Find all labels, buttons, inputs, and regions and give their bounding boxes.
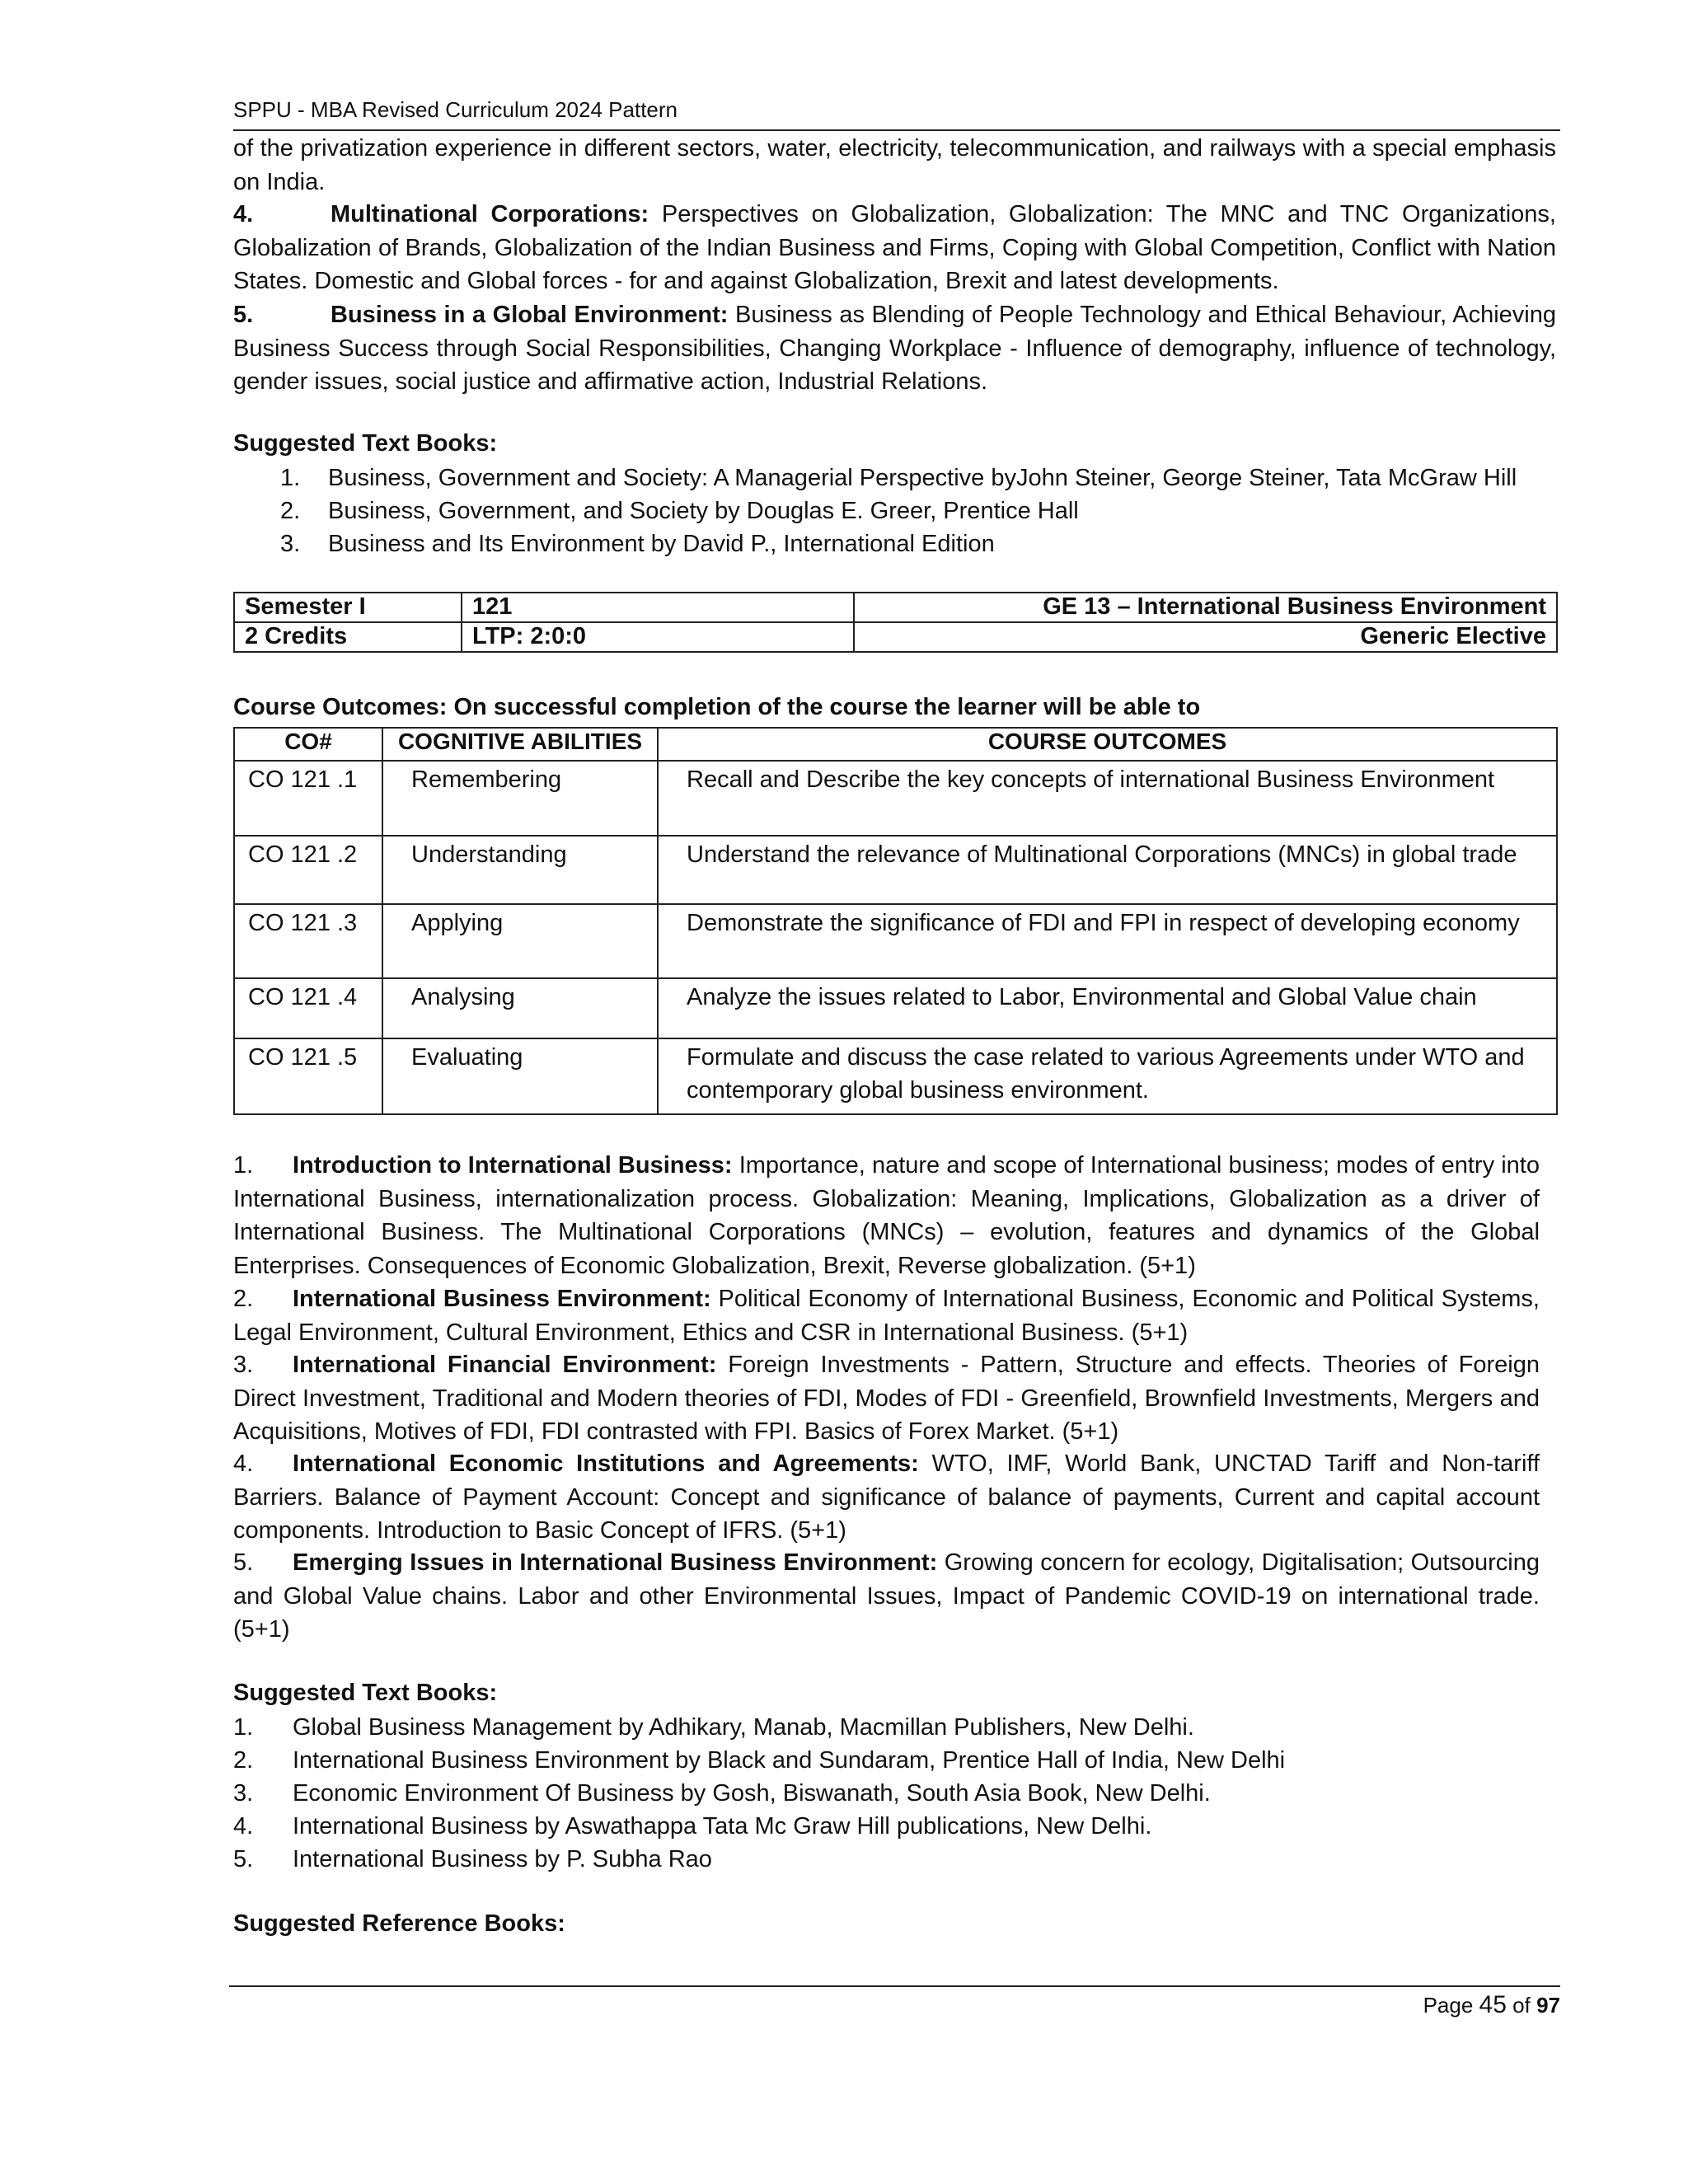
unit-3-paragraph	[233, 1348, 1540, 1449]
table-row	[234, 1038, 1557, 1114]
course-outcomes-heading: Course Outcomes: On successful completion of the course the learner will be able to	[233, 694, 1201, 720]
module-4-paragraph	[233, 198, 1556, 298]
list-item	[280, 527, 1517, 560]
list-number: 2.	[280, 498, 301, 524]
list-number: 2.	[233, 1747, 254, 1774]
co-cell: CO 121 .4	[234, 978, 382, 1038]
text-books-list	[233, 1711, 1285, 1876]
list-text: Business, Government, and Society by Douglas E. Greer, Prentice Hall	[328, 498, 1079, 524]
unit-text: Importance, nature and scope of International business; modes of entry into International Business, internationalization process. Globalization: Meaning, Implications, Globalization as a driver of International Business. The Multinational Corporations (MNCs) – evolution, features and dynamics of the Global Enterprises. Consequences of Economic Globalization, Brexit, Reverse globalization. (5+1)	[233, 1152, 1540, 1279]
ltp-cell: LTP: 2:0:0	[462, 622, 854, 652]
table-row	[234, 761, 1557, 836]
ability-cell: Evaluating	[382, 1038, 658, 1114]
unit-title: International Financial Environment:	[293, 1352, 717, 1378]
table-row	[234, 622, 1557, 652]
header-divider	[233, 129, 1560, 131]
table-row	[234, 978, 1557, 1038]
credits-cell: 2 Credits	[234, 622, 462, 652]
list-number: 1.	[233, 1714, 254, 1741]
table-row	[234, 836, 1557, 904]
unit-5-paragraph	[233, 1546, 1540, 1647]
suggested-text-books-heading: Suggested Text Books:	[233, 1680, 498, 1706]
list-item	[233, 1810, 1285, 1843]
co-cell: CO 121 .5	[234, 1038, 382, 1114]
page-label: Page	[1423, 1993, 1474, 2018]
list-number: 3.	[233, 1780, 254, 1807]
list-text: Global Business Management by Adhikary, Manab, Macmillan Publishers, New Delhi.	[293, 1714, 1194, 1741]
unit-title: International Economic Institutions and Agreements:	[293, 1451, 919, 1477]
module-title: Business in a Global Environment:	[331, 302, 729, 328]
ability-cell: Remembering	[382, 761, 658, 836]
table-row	[234, 904, 1557, 978]
co-cell: CO 121 .3	[234, 904, 382, 978]
outcome-cell: Understand the relevance of Multinational Corporations (MNCs) in global trade	[658, 836, 1557, 904]
unit-number: 1.	[233, 1152, 254, 1179]
outcome-cell: Formulate and discuss the case related to various Agreements under WTO and contemporary global business environment.	[658, 1038, 1557, 1114]
module-text: Business as Blending of People Technology and Ethical Behaviour, Achieving Business Success through Social Responsibilities, Changing Workplace - Influence of demography, influence of technology, gender issues, social justice and affirmative action, Industrial Relations.	[233, 302, 1556, 395]
module-title: Multinational Corporations:	[331, 201, 649, 227]
continuation-text: of the privatization experience in different sectors, water, electricity, telecommunication, and railways with a special emphasis on India.	[233, 135, 1556, 195]
suggested-reference-books-heading: Suggested Reference Books:	[233, 1910, 565, 1937]
list-text: Business and Its Environment by David P., International Edition	[328, 531, 995, 557]
unit-number: 3.	[233, 1352, 254, 1378]
list-text: International Business by Aswathappa Tata Mc Graw Hill publications, New Delhi.	[293, 1813, 1152, 1840]
unit-title: Introduction to International Business:	[293, 1152, 733, 1179]
page-of: of	[1512, 1993, 1531, 2018]
column-header: COURSE OUTCOMES	[658, 728, 1557, 761]
table-header-row	[234, 728, 1557, 761]
unit-title: International Business Environment:	[293, 1286, 711, 1312]
unit-number: 5.	[233, 1549, 254, 1576]
unit-title: Emerging Issues in International Business Environment:	[293, 1549, 938, 1576]
course-type-cell: Generic Elective	[854, 622, 1557, 652]
list-number: 1.	[280, 465, 301, 491]
footer-divider	[229, 1985, 1560, 1987]
course-title-cell: GE 13 – International Business Environment	[854, 593, 1557, 622]
top-books-list	[280, 462, 1517, 560]
list-number: 5.	[233, 1846, 254, 1872]
continuation-paragraph	[233, 132, 1556, 199]
table-row	[234, 593, 1557, 622]
list-item	[233, 1843, 1285, 1876]
semester-cell: Semester I	[234, 593, 462, 622]
outcome-cell: Demonstrate the significance of FDI and FPI in respect of developing economy	[658, 904, 1557, 978]
course-info-table	[233, 592, 1558, 653]
unit-1-paragraph	[233, 1149, 1540, 1282]
list-number: 3.	[280, 531, 301, 557]
outcome-cell: Recall and Describe the key concepts of international Business Environment	[658, 761, 1557, 836]
ability-cell: Understanding	[382, 836, 658, 904]
list-item	[233, 1744, 1285, 1777]
ability-cell: Analysing	[382, 978, 658, 1038]
unit-4-paragraph	[233, 1447, 1540, 1548]
unit-text: Growing concern for ecology, Digitalisation; Outsourcing and Global Value chains. Labor and other Environmental Issues, Impact of Pandemic COVID-19 on international trade. (5+1)	[233, 1549, 1540, 1643]
module-number: 5.	[233, 302, 254, 328]
course-code-cell: 121	[462, 593, 854, 622]
column-header: COGNITIVE ABILITIES	[382, 728, 658, 761]
page-header: SPPU - MBA Revised Curriculum 2024 Pattern	[233, 97, 678, 122]
unit-text: Political Economy of International Business, Economic and Political Systems, Legal Environment, Cultural Environment, Ethics and CSR in International Business. (5+1)	[233, 1286, 1540, 1346]
page-total: 97	[1536, 1993, 1560, 2018]
list-item	[233, 1711, 1285, 1744]
list-text: Economic Environment Of Business by Gosh, Biswanath, South Asia Book, New Delhi.	[293, 1780, 1211, 1807]
list-number: 4.	[233, 1813, 254, 1840]
ability-cell: Applying	[382, 904, 658, 978]
list-item	[280, 494, 1517, 527]
unit-number: 2.	[233, 1286, 254, 1312]
unit-number: 4.	[233, 1451, 254, 1477]
module-5-paragraph	[233, 298, 1556, 399]
module-number: 4.	[233, 201, 254, 227]
unit-2-paragraph	[233, 1282, 1540, 1349]
page-number: 45	[1479, 1991, 1507, 2018]
course-outcomes-table	[233, 727, 1558, 1115]
suggested-text-books-heading: Suggested Text Books:	[233, 430, 498, 457]
module-text: Perspectives on Globalization, Globalization: The MNC and TNC Organizations, Globalization of Brands, Globalization of the Indian Business and Firms, Coping with Global Competition, Conflict with Nation States. Domestic and Global forces - for and against Globalization, Brexit and latest developments.	[233, 201, 1556, 294]
list-item	[233, 1777, 1285, 1810]
unit-text: Foreign Investments - Pattern, Structure and effects. Theories of Foreign Direct Investment, Traditional and Modern theories of FDI, Modes of FDI - Greenfield, Brownfield Investments, Mergers and Acquisitions, Motives of FDI, FDI contrasted with FPI. Basics of Forex Market. (5+1)	[233, 1352, 1540, 1445]
unit-text: WTO, IMF, World Bank, UNCTAD Tariff and Non-tariff Barriers. Balance of Payment Account: Concept and significance of balance of payments, Current and capital account components. Introduction to Basic Concept of IFRS. (5+1)	[233, 1451, 1540, 1544]
list-text: International Business by P. Subha Rao	[293, 1846, 712, 1872]
list-item	[280, 462, 1517, 494]
co-cell: CO 121 .2	[234, 836, 382, 904]
column-header: CO#	[234, 728, 382, 761]
list-text: Business, Government and Society: A Managerial Perspective byJohn Steiner, George Steiner, Tata McGraw Hill	[328, 465, 1517, 491]
outcome-cell: Analyze the issues related to Labor, Environmental and Global Value chain	[658, 978, 1557, 1038]
co-cell: CO 121 .1	[234, 761, 382, 836]
page-footer	[1423, 1991, 1560, 2019]
list-text: International Business Environment by Black and Sundaram, Prentice Hall of India, New Delhi	[293, 1747, 1286, 1774]
